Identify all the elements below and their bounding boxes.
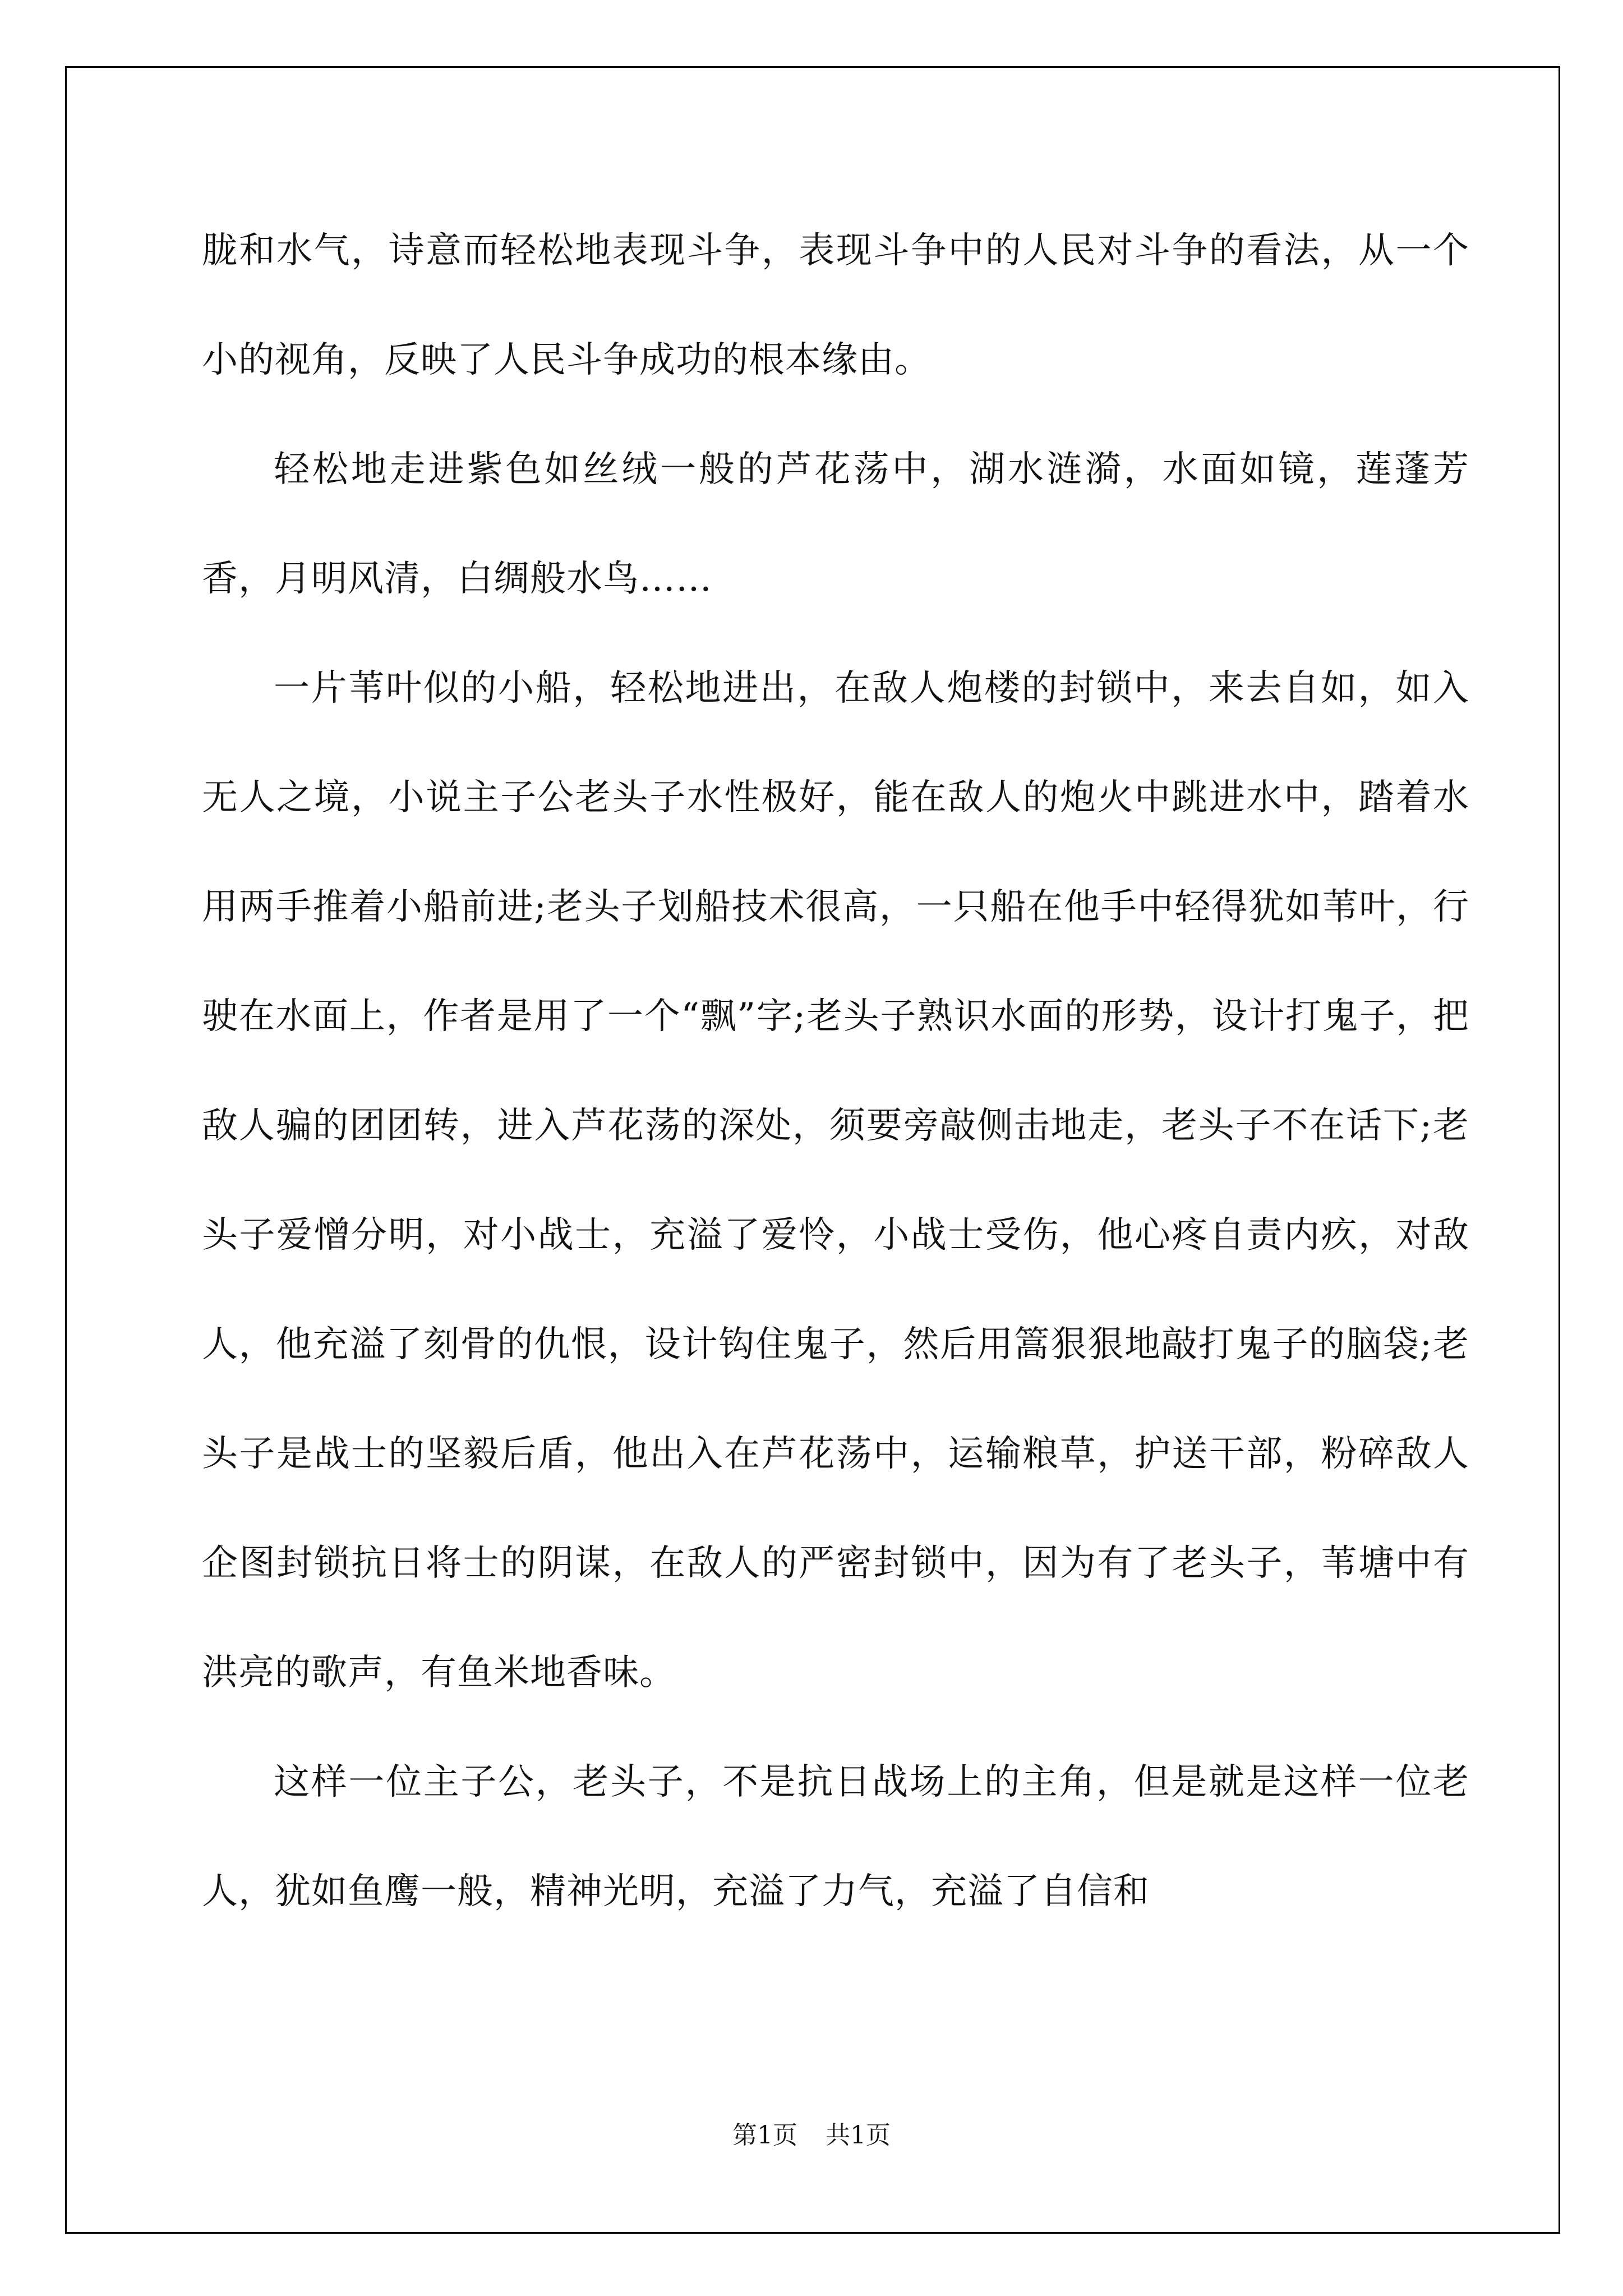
paragraph-2: 轻松地走进紫色如丝绒一般的芦花荡中，湖水涟漪，水面如镜，莲蓬芳香，月明风清，白绸般水鸟…… — [202, 449, 1469, 600]
paragraph-1: 胧和水气，诗意而轻松地表现斗争，表现斗争中的人民对斗争的看法，从一个小的视角，反映了人民斗争成功的根本缘由。 — [202, 230, 1469, 381]
page-number: 第1页 — [732, 2121, 797, 2150]
paragraph-4: 这样一位主子公，老头子，不是抗日战场上的主角，但是就是这样一位老人，犹如鱼鹰一般，精神光明，充溢了力气，充溢了自信和 — [202, 1761, 1469, 1912]
page-total: 共1页 — [826, 2121, 891, 2150]
document-body — [202, 196, 1469, 1947]
page-footer — [0, 2115, 1623, 2151]
paragraph-3: 一片苇叶似的小船，轻松地进出，在敌人炮楼的封锁中，来去自如，如入无人之境，小说主子公老头子水性极好，能在敌人的炮火中跳进水中，踏着水用两手推着小船前进;老头子划船技术很高，一只船在他手中轻得犹如苇叶，行驶在水面上，作者是用了一个“飘”字;老头子熟识水面的形势，设计打鬼子，把敌人骗的团团转，进入芦花荡的深处，须要旁敲侧击地走，老头子不在话下;老头子爱憎分明，对小战士，充溢了爱怜，小战士受伤，他心疼自责内疚，对敌人，他充溢了刻骨的仇恨，设计钩住鬼子，然后用篙狠狠地敲打鬼子的脑袋;老头子是战士的坚毅后盾，他出入在芦花荡中，运输粮草，护送干部，粉碎敌人企图封锁抗日将士的阴谋，在敌人的严密封锁中，因为有了老头子，苇塘中有洪亮的歌声，有鱼米地香味。 — [202, 668, 1469, 1694]
